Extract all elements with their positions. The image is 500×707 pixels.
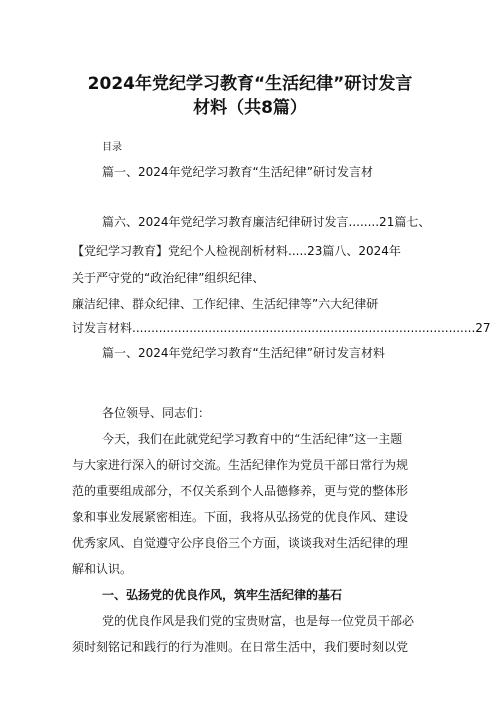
paragraph-1-line-2: 与大家进行深入的研讨交流。生活纪律作为党员干部日常行为规 (72, 458, 409, 472)
paragraph-1-line-5: 优秀家风、自觉遵守公序良俗三个方面，谈谈我对生活纪律的理 (72, 536, 409, 550)
salutation: 各位领导、同志们： (102, 406, 211, 420)
toc-line-3: 【党纪学习教育】党纪个人检视剖析材料.....23篇八、2024年 (72, 244, 401, 258)
paragraph-1-line-4: 象和事业发展紧密相连。下面，我将从弘扬党的优良作风、建设 (72, 510, 409, 524)
paragraph-1-line-3: 范的重要组成部分，不仅关系到个人品德修养，更与党的整体形 (72, 484, 409, 498)
paragraph-1-line-6: 解和认识。 (72, 562, 133, 576)
toc-line-2: 篇六、2024年党纪学习教育廉洁纪律研讨发言........21篇七、 (102, 215, 431, 229)
subheading-1: 一、弘扬党的优良作风，筑牢生活纪律的基石 (102, 588, 343, 602)
paragraph-2-line-1: 党的优良作风是我们党的宝贵财富，也是每一位党员干部必 (102, 614, 415, 628)
document-title-line-1: 2024年党纪学习教育“生活纪律”研讨发言 (87, 74, 413, 94)
toc-line-1: 篇一、2024年党纪学习教育“生活纪律”研讨发言材 (102, 165, 373, 179)
paragraph-1-line-1: 今天，我们在此就党纪学习教育中的“生活纪律”这一主题 (102, 432, 403, 446)
toc-line-6: 讨发言材料..........................................................................................27 (72, 321, 491, 335)
section-heading: 篇一、2024年党纪学习教育“生活纪律”研讨发言材料 (102, 346, 385, 360)
toc-line-5: 廉洁纪律、群众纪律、工作纪律、生活纪律等”六大纪律研 (72, 297, 379, 311)
toc-label: 目录 (102, 142, 122, 153)
toc-line-4: 关于严守党的“政治纪律”组织纪律、 (72, 271, 265, 285)
paragraph-2-line-2: 须时刻铭记和践行的行为准则。在日常生活中，我们要时刻以党 (72, 640, 409, 654)
document-title-line-2: 材料（共8篇） (193, 98, 307, 118)
